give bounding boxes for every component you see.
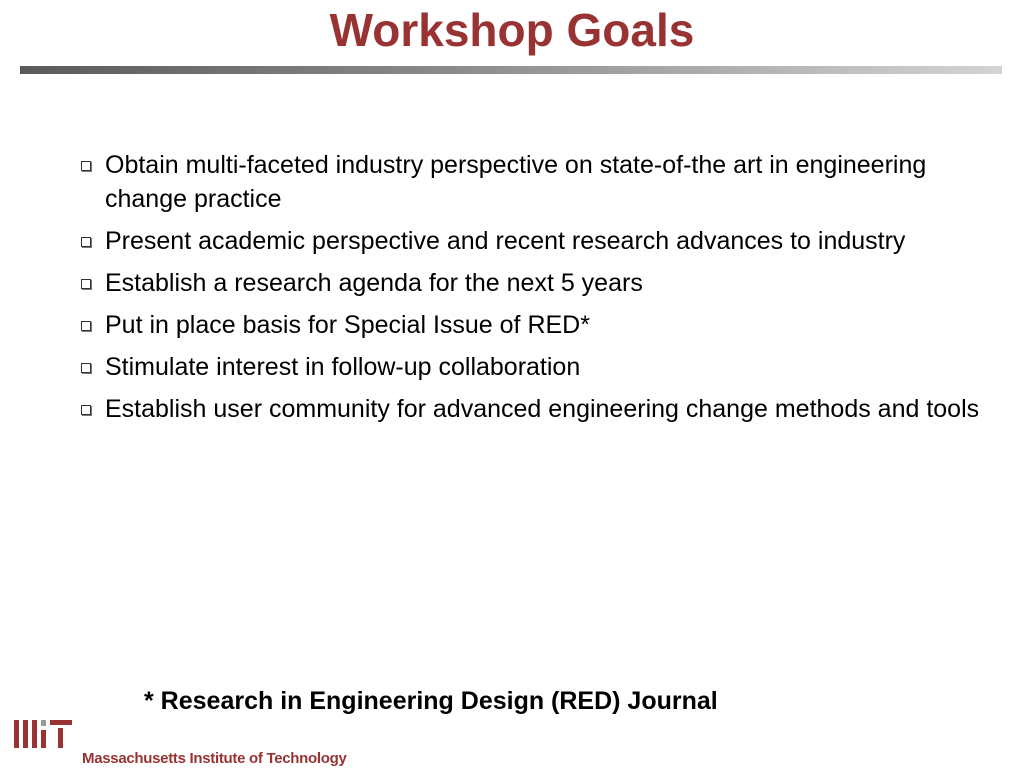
list-item-text: Establish a research agenda for the next 5 years (105, 269, 643, 297)
list-item (78, 308, 998, 342)
square-bullet-icon (81, 279, 91, 289)
square-bullet-icon (81, 405, 91, 415)
mit-logo-icon (14, 720, 72, 748)
goals-list (78, 148, 998, 434)
square-bullet-icon (81, 321, 91, 331)
institution-name: Massachusetts Institute of Technology (82, 750, 347, 767)
list-item (78, 350, 998, 384)
list-item (78, 266, 998, 300)
list-item-text: Establish user community for advanced engineering change methods and tools (105, 395, 980, 423)
list-item-text: Stimulate interest in follow-up collaboration (105, 353, 581, 381)
title-divider (20, 66, 1002, 74)
square-bullet-icon (81, 363, 91, 373)
list-item-text: Present academic perspective and recent research advances to industry (105, 227, 906, 255)
list-item (78, 148, 998, 216)
footnote: * Research in Engineering Design (RED) Journal (144, 687, 718, 715)
list-item-text: Put in place basis for Special Issue of RED* (105, 311, 590, 339)
list-item (78, 392, 998, 426)
slide-title: Workshop Goals (329, 4, 695, 56)
list-item-text: Obtain multi-faceted industry perspective on state-of-the art in engineering change practice (105, 151, 927, 213)
list-item (78, 224, 998, 258)
square-bullet-icon (81, 161, 91, 171)
square-bullet-icon (81, 237, 91, 247)
